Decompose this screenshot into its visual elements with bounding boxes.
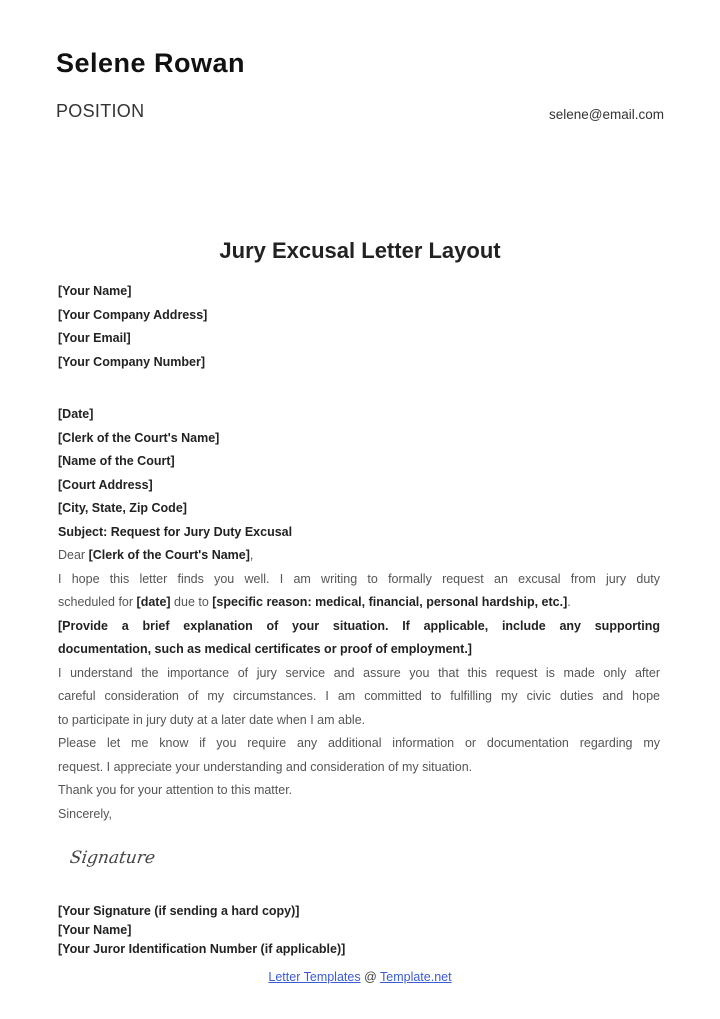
paragraph-5: Thank you for your attention to this matter. (58, 783, 293, 797)
footer (0, 970, 720, 984)
paragraph-3-line: I understand the importance of jury service and assure you that this request is made only after (58, 665, 660, 680)
sender-line: [Your Email] (58, 331, 131, 345)
author-email: selene@email.com (548, 107, 664, 122)
signature-block (58, 902, 660, 959)
paragraph-1-line: scheduled for [date] due to [specific reason: medical, financial, personal hardship, etc.]. (58, 595, 571, 609)
footer-separator: @ (360, 970, 381, 984)
signature-image: Signature (68, 848, 157, 868)
signature-line: [Your Name] (58, 923, 132, 937)
paragraph-2-line: [Provide a brief explanation of your situation. If applicable, include any supporting (58, 618, 660, 633)
recipient-line: [Date] (58, 407, 94, 421)
subject-line: Subject: Request for Jury Duty Excusal (58, 524, 293, 539)
sender-line: [Your Company Address] (58, 307, 208, 322)
template-net-link[interactable]: Template.net (380, 970, 452, 984)
closing: Sincerely, (58, 806, 112, 821)
author-position: POSITION (56, 101, 145, 121)
recipient-line: [Name of the Court] (58, 454, 175, 468)
letter-title: Jury Excusal Letter Layout (219, 238, 501, 263)
salutation: Dear [Clerk of the Court's Name], (58, 548, 254, 562)
paragraph-4-line: Please let me know if you require any additional information or documentation regarding my (58, 736, 660, 750)
recipient-line: [City, State, Zip Code] (58, 501, 187, 515)
recipient-line: [Clerk of the Court's Name] (58, 430, 220, 445)
recipient-line: [Court Address] (58, 477, 153, 492)
sender-block (58, 280, 660, 374)
sender-line: [Your Name] (58, 284, 132, 298)
paragraph-3-line: careful consideration of my circumstances. I am committed to fulfilling my civic duties and hope (58, 689, 660, 703)
signature-line: [Your Signature (if sending a hard copy)] (58, 904, 300, 918)
paragraph-1-line: I hope this letter finds you well. I am writing to formally request an excusal from jury duty (58, 571, 660, 586)
signature-line: [Your Juror Identification Number (if applicable)] (58, 942, 346, 956)
recipient-block (58, 403, 660, 826)
author-name: Selene Rowan (56, 48, 246, 78)
paragraph-2-line: documentation, such as medical certificates or proof of employment.] (58, 642, 472, 656)
letter-templates-link[interactable]: Letter Templates (268, 970, 361, 984)
paragraph-4-line: request. I appreciate your understanding and consideration of my situation. (58, 759, 473, 774)
paragraph-3-line: to participate in jury duty at a later date when I am able. (58, 712, 366, 727)
sender-line: [Your Company Number] (58, 354, 205, 369)
